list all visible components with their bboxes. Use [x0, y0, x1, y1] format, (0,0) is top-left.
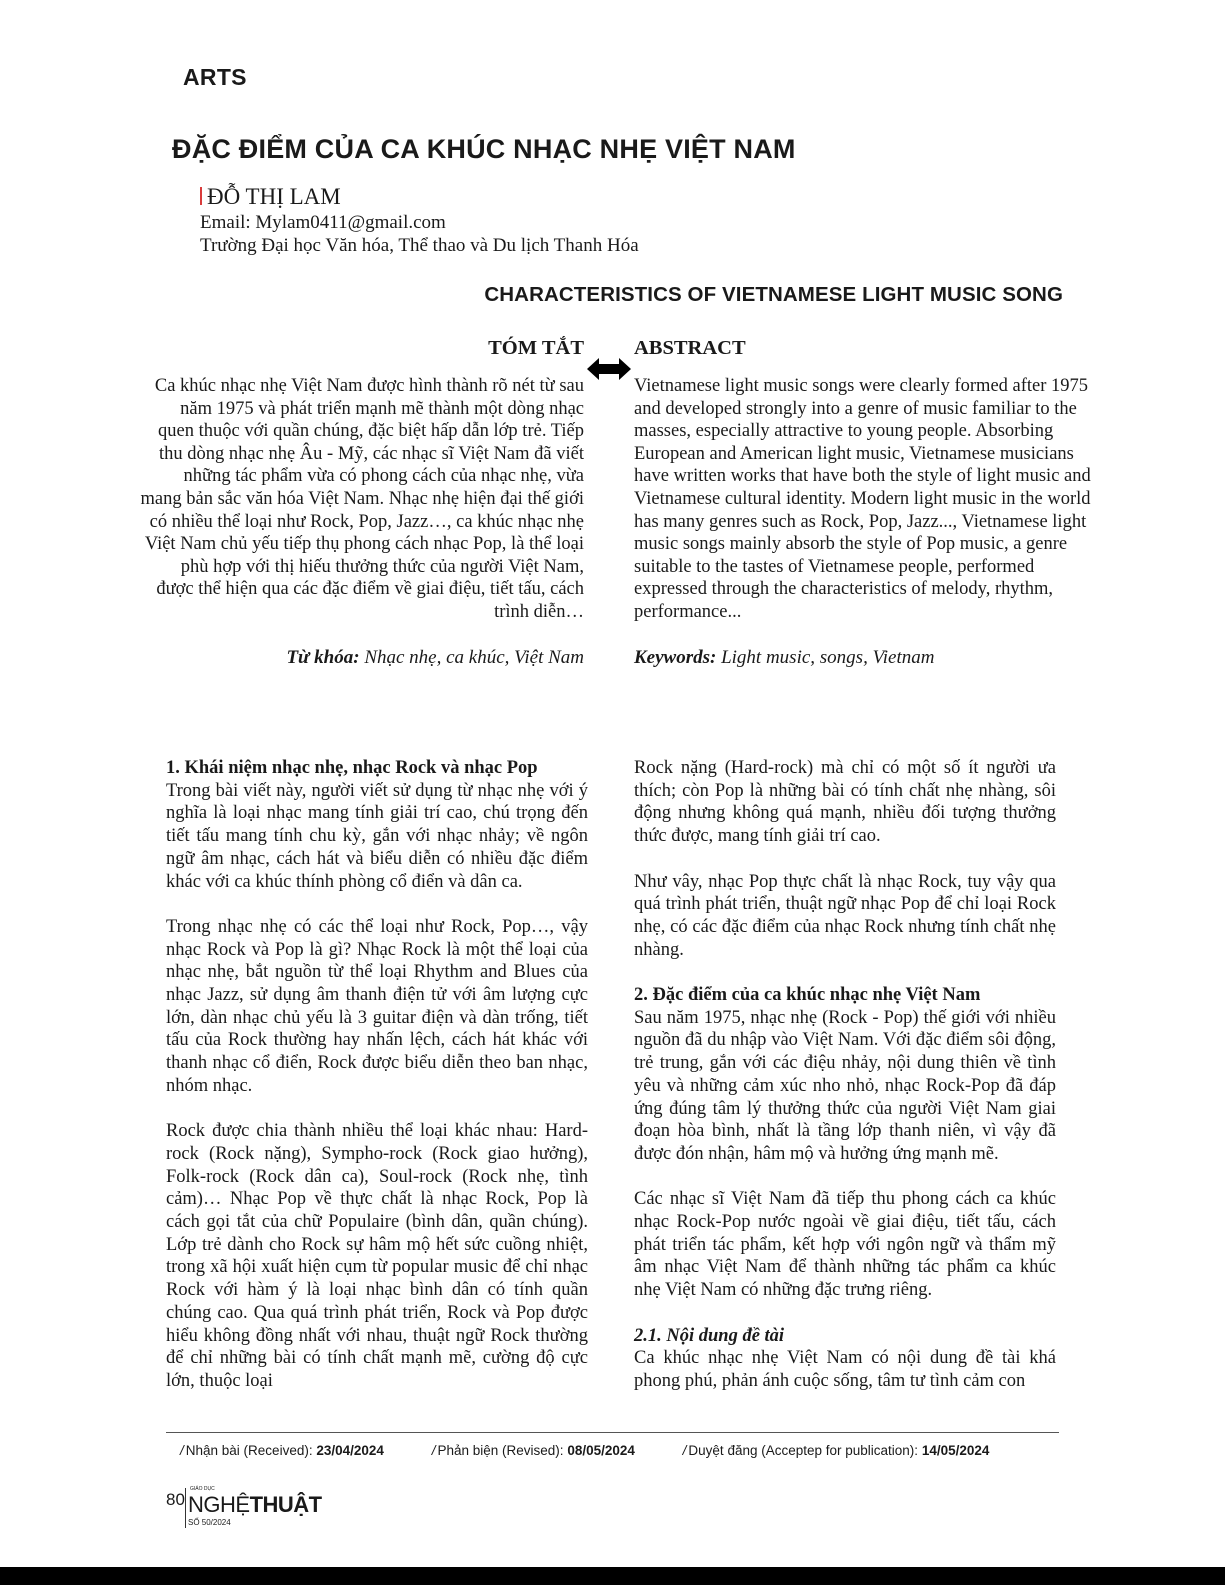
abstract-english	[634, 337, 1094, 669]
magazine-name: NGHỆTHUẬT	[188, 1492, 322, 1517]
section-1-heading: 1. Khái niệm nhạc nhẹ, nhạc Rock và nhạc Pop	[166, 758, 538, 778]
received-date: / Nhận bài (Received): 23/04/2024	[180, 1443, 384, 1458]
body-column-right	[634, 757, 1056, 1393]
body-column-left	[166, 757, 588, 1393]
page-number: 80	[166, 1490, 185, 1509]
keywords-en-label: Keywords:	[634, 646, 717, 668]
masthead-divider	[185, 1488, 186, 1528]
article-title: ĐẶC ĐIỂM CỦA CA KHÚC NHẠC NHẸ VIỆT NAM	[172, 134, 796, 164]
paragraph: Các nhạc sĩ Việt Nam đã tiếp thu phong cách ca khúc nhạc Rock-Pop nước ngoài về giai điệu, tiết tấu, cách phát triển tác phẩm, kết hợp với ngôn ngữ và thẩm mỹ âm nhạc Việt Nam để thành những tác phẩm ca khúc nhẹ Việt Nam có những đặc trưng riêng.	[634, 1189, 1056, 1301]
magazine-logo	[188, 1486, 322, 1528]
author-block	[200, 183, 639, 257]
keywords-vn	[140, 647, 584, 669]
english-title: CHARACTERISTICS OF VIETNAMESE LIGHT MUSIC SONG	[484, 283, 1063, 306]
footer-divider	[166, 1432, 1059, 1433]
paragraph: Rock được chia thành nhiều thể loại khác nhau: Hard-rock (Rock nặng), Sympho-rock (Rock giao hưởng), Folk-rock (Rock dân ca), Soul-rock (Rock nhẹ, tình cảm)… Nhạc Pop về thực chất là nhạc Rock, Pop là cách gọi tắt của chữ Populaire (bình dân, quần chúng). Lớp trẻ dành cho Rock sự hâm mộ hết sức cuồng nhiệt, trong xã hội xuất hiện cụm từ popular music để chỉ nhạc Rock với hàm ý là loại nhạc bình dân có tính quần chúng cao. Qua quá trình phát triển, Rock và Pop được hiểu không đồng nhất với nhau, thuật ngữ Rock thường để chỉ những bài có tính chất mạnh mẽ, cường độ cực lớn, thuộc loại	[166, 1121, 588, 1391]
paragraph: Sau năm 1975, nhạc nhẹ (Rock - Pop) thế giới với nhiều nguồn đã du nhập vào Việt Nam. Với đặc điểm sôi động, trẻ trung, gắn với các điệu nhảy, nội dung thiên về tình yêu và những cảm xúc nho nhỏ, nhạc Rock-Pop đã đáp ứng đúng tâm lý thưởng thức của người Việt Nam giai đoạn hòa bình, nhất là tầng lớp thanh niên, vì vậy đã được đón nhận, hâm mộ và hưởng ứng mạnh mẽ.	[634, 1007, 1056, 1164]
double-arrow-icon	[587, 358, 631, 380]
abstract-vn-body: Ca khúc nhạc nhẹ Việt Nam được hình thành rõ nét từ sau năm 1975 và phát triển mạnh mẽ thành một dòng nhạc quen thuộc với quần chúng, đặc biệt hấp dẫn lớp trẻ. Tiếp thu dòng nhạc nhẹ Âu - Mỹ, các nhạc sĩ Việt Nam đã viết những tác phẩm vừa có phong cách của nhạc nhẹ, vừa mang bản sắc văn hóa Việt Nam. Nhạc nhẹ hiện đại thế giới có nhiều thể loại như Rock, Pop, Jazz…, ca khúc nhạc nhẹ Việt Nam chủ yếu tiếp thụ phong cách nhạc Pop, là thể loại phù hợp với thị hiếu thưởng thức của người Việt Nam, được thể hiện qua các đặc điểm về giai điệu, tiết tấu, cách trình diễn…	[140, 376, 584, 622]
author-email: Email: Mylam0411@gmail.com	[200, 212, 446, 233]
keywords-vn-label: Từ khóa:	[286, 646, 360, 668]
paragraph: Ca khúc nhạc nhẹ Việt Nam có nội dung đề tài khá phong phú, phản ánh cuộc sống, tâm tư tình cảm con	[634, 1348, 1056, 1391]
section-label: ARTS	[183, 64, 247, 90]
keywords-en-values: Light music, songs, Vietnam	[721, 646, 935, 668]
bottom-bar	[0, 1567, 1225, 1585]
author-name: ĐỖ THỊ LAM	[207, 184, 341, 209]
revised-date: / Phản biện (Revised): 08/05/2024	[431, 1443, 635, 1458]
issue-number: SỐ 50/2024	[188, 1518, 231, 1527]
paragraph: Rock nặng (Hard-rock) mà chỉ có một số ít người ưa thích; còn Pop là những bài có tính chất nhẹ nhàng, sôi động nhưng không quá mạnh, nhiều đối tượng thưởng thức được, mang tính giải trí cao.	[634, 758, 1056, 847]
section-2-heading: 2. Đặc điểm của ca khúc nhạc nhẹ Việt Nam	[634, 985, 981, 1005]
author-marker	[200, 187, 202, 205]
author-line	[200, 183, 639, 211]
author-affiliation: Trường Đại học Văn hóa, Thể thao và Du lịch Thanh Hóa	[200, 235, 639, 256]
keywords-en	[634, 647, 1094, 669]
abstract-vn-heading: TÓM TẮT	[488, 337, 584, 359]
abstract-en-heading: ABSTRACT	[634, 337, 746, 359]
paragraph: Trong nhạc nhẹ có các thể loại như Rock, Pop…, vậy nhạc Rock và Pop là gì? Nhạc Rock là một thể loại của nhạc nhẹ, bắt nguồn từ thể loại Rhythm and Blues của nhạc Jazz, sử dụng âm thanh điện tử với âm lượng cực lớn, dàn nhạc chủ yếu là 3 guitar điện và dàn trống, tiết tấu của Rock thường hay nhấn lệch, cách hát khác với thanh nhạc cổ điển, Rock được biểu diễn theo ban nhạc, nhóm nhạc.	[166, 916, 588, 1096]
abstract-vietnamese	[140, 337, 584, 669]
paragraph: Như vây, nhạc Pop thực chất là nhạc Rock, tuy vậy qua quá trình phát triển, thuật ngữ nhạc Pop để chỉ loại Rock nhẹ, có các đặc điểm của nhạc Rock nhưng tính chất nhẹ nhàng.	[634, 871, 1056, 960]
magazine-logo-small-text: GIÁO DỤC	[190, 1486, 215, 1492]
accepted-date: / Duyệt đăng (Acceptep for publication): 14/05/2024	[682, 1443, 990, 1458]
keywords-vn-values: Nhạc nhẹ, ca khúc, Việt Nam	[364, 646, 584, 668]
section-2-1-heading: 2.1. Nội dung đề tài	[634, 1325, 785, 1346]
paragraph: Trong bài viết này, người viết sử dụng từ nhạc nhẹ với ý nghĩa là loại nhạc mang tính giải trí cao, chú trọng đến tiết tấu mang tính chu kỳ, gắn với nhạc nhảy; về ngôn ngữ âm nhạc, cách hát và biểu diễn có nhiều đặc điểm khác với ca khúc thính phòng cổ điển và dân ca.	[166, 780, 588, 892]
submission-dates	[180, 1443, 989, 1458]
abstract-en-body: Vietnamese light music songs were clearly formed after 1975 and developed strongly into a genre of music familiar to the masses, especially attractive to young people. Absorbing European and American light music, Vietnamese musicians have written works that have both the style of light music and Vietnamese cultural identity. Modern light music in the world has many genres such as Rock, Pop, Jazz..., Vietnamese light music songs mainly absorb the style of Pop music, a genre suitable to the tastes of Vietnamese people, performed expressed through the characteristics of melody, rhythm, performance...	[634, 376, 1091, 622]
